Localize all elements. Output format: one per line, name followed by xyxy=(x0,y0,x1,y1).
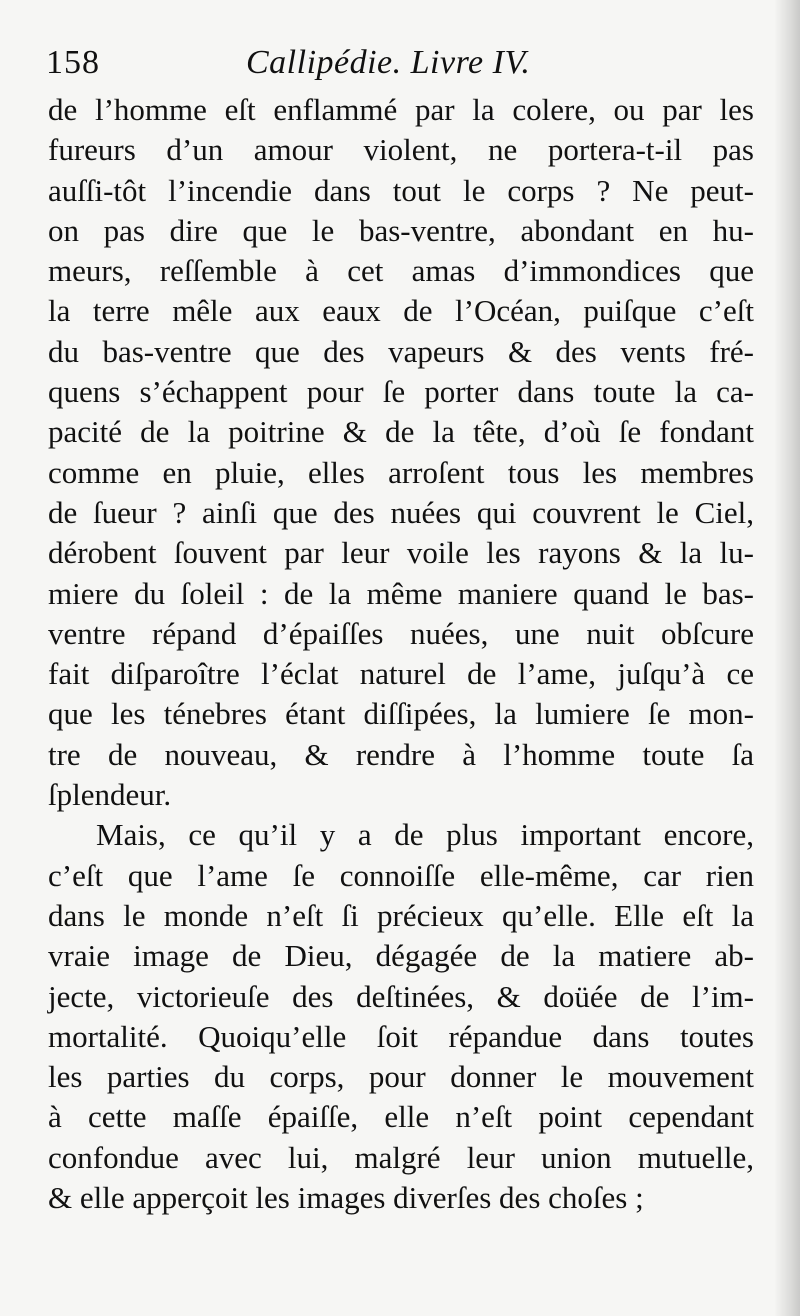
text-line: on pas dire que le bas-ventre, abondant en hu- xyxy=(48,212,754,248)
text-line: Mais, ce qu’il y a de plus important encore, xyxy=(96,817,754,853)
text-line: à cette maſſe épaiſſe, elle n’eſt point cependant xyxy=(48,1099,754,1135)
text-line: comme en pluie, elles arroſent tous les membres xyxy=(48,454,754,490)
text-line: dans le monde n’eſt ſi précieux qu’elle. Elle eſt la xyxy=(48,897,754,933)
text-line: confondue avec lui, malgré leur union mutuelle, xyxy=(48,1139,754,1175)
text-line: & elle apperçoit les images diverſes des choſes ; xyxy=(48,1180,644,1216)
text-line: jecte, victorieuſe des deſtinées, & doüée de l’im- xyxy=(48,978,754,1014)
text-line: ventre répand d’épaiſſes nuées, une nuit obſcure xyxy=(48,615,754,651)
text-line: quens s’échappent pour ſe porter dans toute la ca- xyxy=(48,374,754,410)
text-line: dérobent ſouvent par leur voile les rayons & la lu- xyxy=(48,535,754,571)
text-line: de ſueur ? ainſi que des nuées qui couvrent le Ciel, xyxy=(48,494,754,530)
text-line: meurs, reſſemble à cet amas d’immondices que xyxy=(48,253,754,289)
body-text xyxy=(48,90,754,1218)
text-line: les parties du corps, pour donner le mouvement xyxy=(48,1059,754,1095)
running-title: Callipédie. Livre IV. xyxy=(246,44,531,81)
page-header xyxy=(46,44,756,90)
text-line: la terre mêle aux eaux de l’Océan, puiſque c’eſt xyxy=(48,293,754,329)
page-number: 158 xyxy=(46,44,100,81)
paragraph xyxy=(48,815,754,1218)
text-line: fait diſparoître l’éclat naturel de l’ame, juſqu’à ce xyxy=(48,656,754,692)
text-line: vraie image de Dieu, dégagée de la matiere ab- xyxy=(48,938,754,974)
text-line: auſſi-tôt l’incendie dans tout le corps ? Ne peut- xyxy=(48,172,754,208)
text-line: mortalité. Quoiqu’elle ſoit répandue dans toutes xyxy=(48,1018,754,1054)
text-line: ſplendeur. xyxy=(48,777,172,813)
text-line: miere du ſoleil : de la même maniere quand le bas- xyxy=(48,575,754,611)
text-line: c’eſt que l’ame ſe connoiſſe elle-même, car rien xyxy=(48,857,754,893)
text-line: fureurs d’un amour violent, ne portera-t-il pas xyxy=(48,132,754,168)
text-line: que les ténebres étant diſſipées, la lumiere ſe mon- xyxy=(48,696,754,732)
text-line: de l’homme eſt enflammé par la colere, ou par les xyxy=(48,92,754,127)
paragraph xyxy=(48,90,754,815)
text-line: tre de nouveau, & rendre à l’homme toute ſa xyxy=(48,736,754,772)
text-line: pacité de la poitrine & de la tête, d’où ſe fondant xyxy=(48,414,754,450)
text-line: du bas-ventre que des vapeurs & des vents fré- xyxy=(48,333,754,369)
